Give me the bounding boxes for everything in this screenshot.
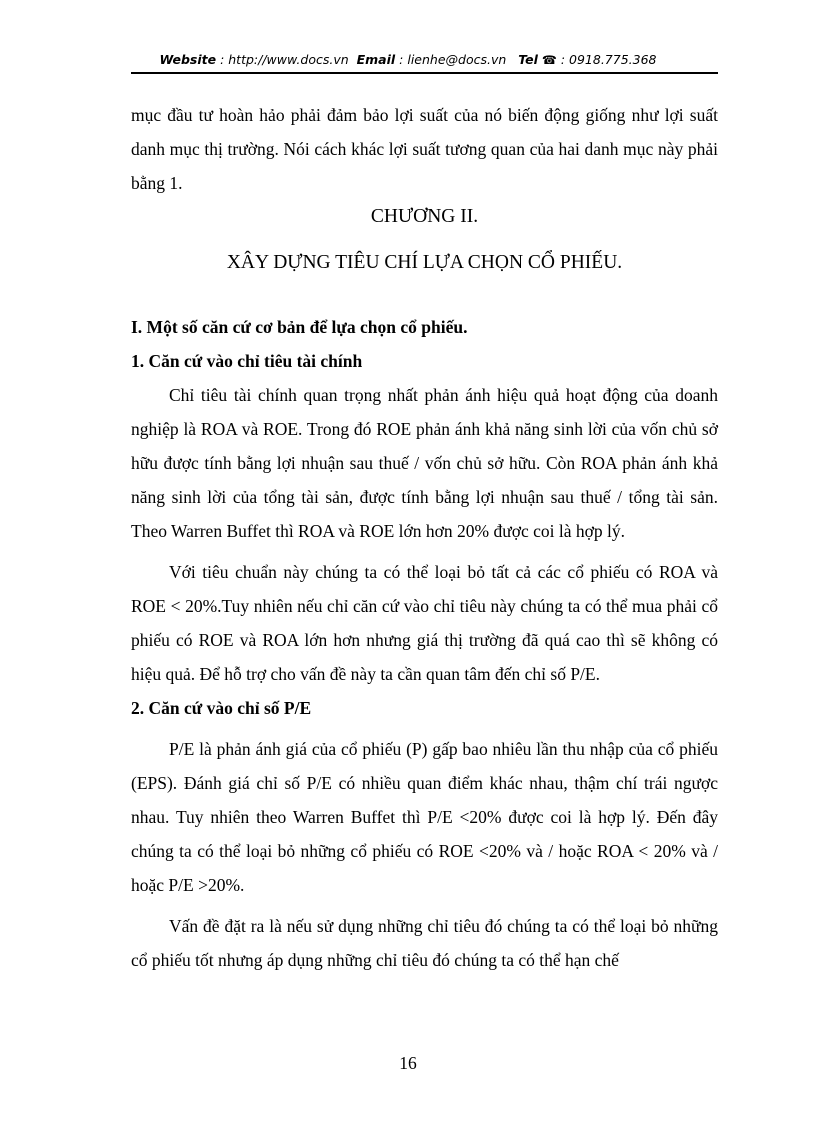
website-label: Website	[159, 52, 217, 67]
subsection-heading-2: 2. Căn cứ vào chỉ số P/E	[131, 698, 312, 718]
email-label: Email	[356, 52, 396, 67]
paragraph-1: Chỉ tiêu tài chính quan trọng nhất phản ánh hiệu quả hoạt động của doanh nghiệp là ROA và ROE. Trong đó ROE phản ánh khả năng sinh lời của vốn chủ sở hữu được tính bằng lợi nhuận sau thuế / vốn chủ sở hữu. Còn ROA phản ánh khả năng sinh lời của tổng tài sản, được tính bằng lợi nhuận sau thuế / tổng tài sản. Theo Warren Buffet thì ROA và ROE lớn hơn 20% được coi là hợp lý.	[131, 385, 718, 541]
paragraph-4: Vấn đề đặt ra là nếu sử dụng những chỉ tiêu đó chúng ta có thể loại bỏ những cổ phiếu tốt nhưng áp dụng những chỉ tiêu đó chúng ta có thể hạn chế	[131, 916, 718, 970]
page-header	[0, 52, 816, 67]
page-content	[131, 98, 718, 977]
tel-label: Tel	[518, 52, 538, 67]
chapter-subtitle: XÂY DỰNG TIÊU CHÍ LỰA CHỌN CỔ PHIẾU.	[226, 252, 623, 273]
email-value: : lienhe@docs.vn	[399, 52, 507, 67]
paragraph-3: P/E là phản ánh giá của cổ phiếu (P) gấp bao nhiêu lần thu nhập của cổ phiếu (EPS). Đánh giá chỉ số P/E có nhiều quan điểm khác nhau, thậm chí trái ngược nhau. Tuy nhiên theo Warren Buffet thì P/E <20% được coi là hợp lý. Đến đây chúng ta có thể loại bỏ những cổ phiếu có ROE <20% và / hoặc ROA < 20% và / hoặc P/E >20%.	[131, 739, 718, 895]
paragraph-2: Với tiêu chuẩn này chúng ta có thể loại bỏ tất cả các cổ phiếu có ROA và ROE < 20%.Tuy nhiên nếu chỉ căn cứ vào chỉ tiêu này chúng ta có thể mua phải cổ phiếu có ROE và ROA lớn hơn nhưng giá thị trường đã quá cao thì sẽ không có hiệu quả. Để hỗ trợ cho vấn đề này ta cần quan tâm đến chỉ số P/E.	[131, 562, 718, 684]
subsection-heading-1: 1. Căn cứ vào chỉ tiêu tài chính	[131, 351, 363, 371]
intro-paragraph: mục đầu tư hoàn hảo phải đảm bảo lợi suất của nó biến động giống như lợi suất danh mục thị trường. Nói cách khác lợi suất tương quan của hai danh mục này phải bằng 1.	[131, 105, 718, 193]
chapter-title: CHƯƠNG II.	[370, 206, 479, 227]
page-number: 16	[399, 1053, 417, 1073]
header-rule	[131, 72, 718, 74]
phone-icon: ☎	[541, 53, 557, 67]
tel-value: : 0918.775.368	[560, 52, 657, 67]
section-heading: I. Một số căn cứ cơ bản để lựa chọn cổ phiếu.	[131, 317, 468, 337]
website-value: : http://www.docs.vn	[220, 52, 349, 67]
